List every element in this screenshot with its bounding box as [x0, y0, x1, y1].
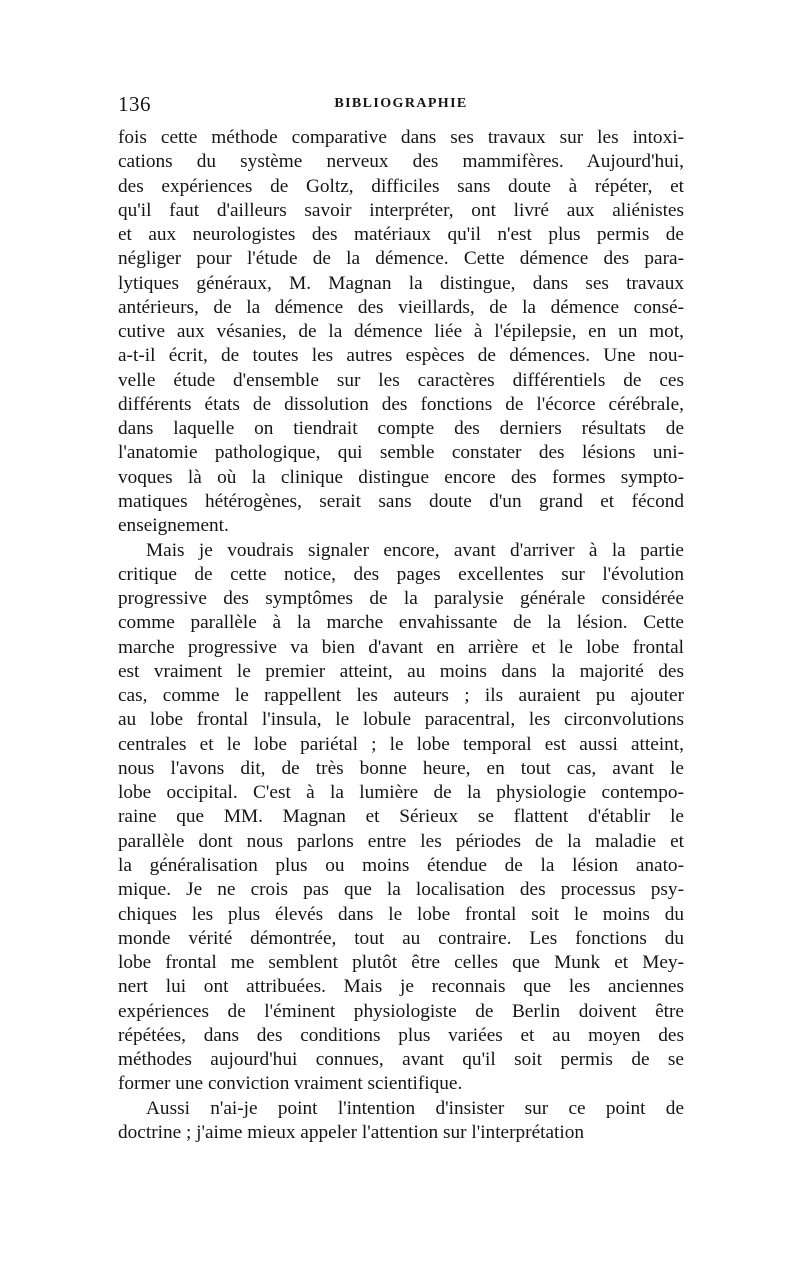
- text-line: répétées, dans des conditions plus variées et au moyen des: [118, 1024, 684, 1046]
- text-line: doctrine ; j'aime mieux appeler l'attention sur l'interprétation: [118, 1121, 585, 1143]
- text-line: Mais je voudrais signaler encore, avant d'arriver à la partie: [146, 539, 684, 561]
- text-line: cations du système nerveux des mammifères. Aujourd'hui,: [118, 151, 684, 173]
- text-line: antérieurs, de la démence des vieillards, de la démence consé-: [118, 296, 684, 318]
- text-line: monde vérité démontrée, tout au contraire. Les fonctions du: [118, 927, 684, 949]
- text-line: l'anatomie pathologique, qui semble constater des lésions uni-: [118, 442, 684, 464]
- text-line: des expériences de Goltz, difficiles sans doute à répéter, et: [118, 175, 684, 197]
- text-line: qu'il faut d'ailleurs savoir interpréter, ont livré aux aliénistes: [118, 199, 684, 221]
- text-line: dans laquelle on tiendrait compte des derniers résultats de: [118, 418, 684, 440]
- text-line: centrales et le lobe pariétal ; le lobe temporal est aussi atteint,: [118, 733, 684, 755]
- text-line: velle étude d'ensemble sur les caractères différentiels de ces: [118, 369, 684, 391]
- text-line: Aussi n'ai-je point l'intention d'insister sur ce point de: [146, 1097, 684, 1119]
- text-line: lobe occipital. C'est à la lumière de la physiologie contempo-: [118, 782, 684, 804]
- text-line: raine que MM. Magnan et Sérieux se flattent d'établir le: [118, 806, 684, 828]
- page-number: 136: [118, 92, 151, 116]
- text-line: cutive aux vésanies, de la démence liée à l'épilepsie, en un mot,: [118, 321, 684, 343]
- page-header: [118, 92, 684, 122]
- body-text: [118, 126, 684, 1145]
- text-line: au lobe frontal l'insula, le lobule paracentral, les circonvolutions: [118, 709, 684, 731]
- text-line: a-t-il écrit, de toutes les autres espèces de démences. Une nou-: [118, 345, 684, 367]
- text-line: est vraiment le premier atteint, au moins dans la majorité des: [118, 660, 684, 682]
- text-line: enseignement.: [118, 515, 229, 537]
- text-line: chiques les plus élevés dans le lobe frontal soit le moins du: [118, 903, 684, 925]
- text-line: voques là où la clinique distingue encore des formes sympto-: [118, 466, 684, 488]
- paragraph: [118, 126, 684, 539]
- text-line: lobe frontal me semblent plutôt être celles que Munk et Mey-: [118, 952, 684, 974]
- text-line: expériences de l'éminent physiologiste de Berlin doivent être: [118, 1000, 684, 1022]
- text-line: matiques hétérogènes, serait sans doute d'un grand et fécond: [118, 490, 684, 512]
- text-line: cas, comme le rappellent les auteurs ; ils auraient pu ajouter: [118, 685, 684, 707]
- text-line: mique. Je ne crois pas que la localisation des processus psy-: [118, 879, 684, 901]
- text-line: progressive des symptômes de la paralysie générale considérée: [118, 588, 684, 610]
- paragraph: [118, 539, 684, 1097]
- text-line: nous l'avons dit, de très bonne heure, en tout cas, avant le: [118, 757, 684, 779]
- text-line: parallèle dont nous parlons entre les périodes de la maladie et: [118, 830, 684, 852]
- text-line: négliger pour l'étude de la démence. Cette démence des para-: [118, 248, 684, 270]
- text-line: nert lui ont attribuées. Mais je reconnais que les anciennes: [118, 976, 684, 998]
- text-line: la généralisation plus ou moins étendue de la lésion anato-: [118, 854, 684, 876]
- text-line: former une conviction vraiment scientifique.: [118, 1073, 463, 1095]
- text-line: critique de cette notice, des pages excellentes sur l'évolution: [118, 563, 684, 585]
- text-line: et aux neurologistes des matériaux qu'il n'est plus permis de: [118, 224, 684, 246]
- paragraph: [118, 1097, 684, 1146]
- text-line: marche progressive va bien d'avant en arrière et le lobe frontal: [118, 636, 684, 658]
- text-line: méthodes aujourd'hui connues, avant qu'il soit permis de se: [118, 1049, 684, 1071]
- text-line: comme parallèle à la marche envahissante de la lésion. Cette: [118, 612, 684, 634]
- text-line: différents états de dissolution des fonctions de l'écorce cérébrale,: [118, 393, 684, 415]
- text-line: lytiques généraux, M. Magnan la distingue, dans ses travaux: [118, 272, 684, 294]
- running-title: BIBLIOGRAPHIE: [334, 96, 468, 111]
- text-line: fois cette méthode comparative dans ses travaux sur les intoxi-: [118, 127, 684, 148]
